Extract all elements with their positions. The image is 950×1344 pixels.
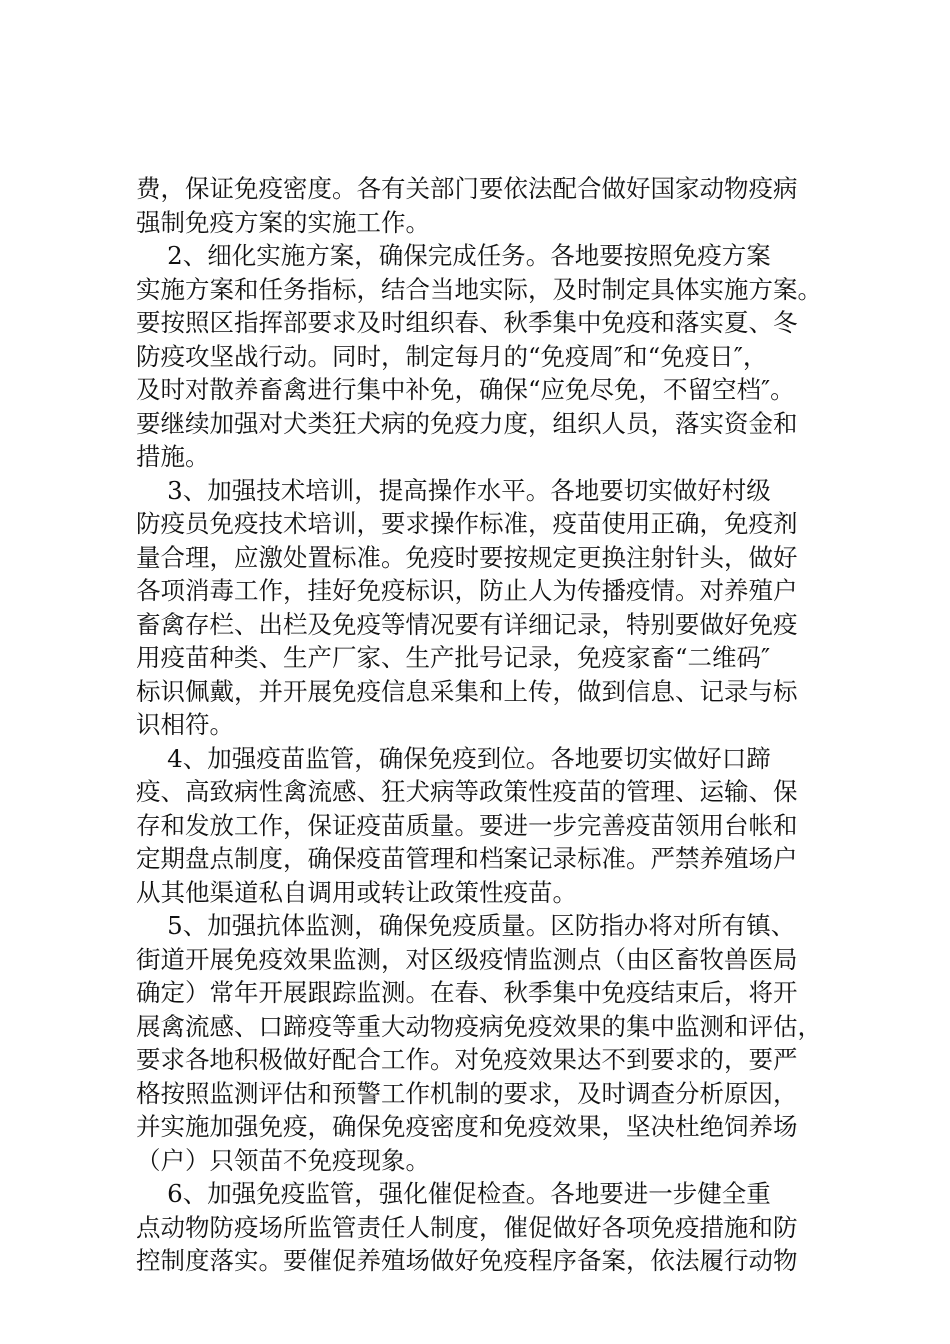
text-line: 6、加强免疫监管，强化催促检查。各地要进一步健全重: [136, 1179, 771, 1208]
text-line: 畜禽存栏、出栏及免疫等情况要有详细记录，特别要做好免疫: [136, 609, 798, 639]
text-line: 实施方案和任务指标，结合当地实际，及时制定具体实施方案。: [136, 274, 822, 304]
text-line: 标识佩戴，并开展免疫信息采集和上传，做到信息、记录与标: [136, 676, 798, 706]
text-line: 定期盘点制度，确保疫苗管理和档案记录标准。严禁养殖场户: [136, 844, 798, 873]
text-line: 防疫员免疫技术培训，要求操作标准，疫苗使用正确，免疫剂: [136, 509, 798, 538]
text-line: 3、加强技术培训，提高操作水平。各地要切实做好村级: [136, 475, 771, 505]
text-line: 强制免疫方案的实施工作。: [136, 207, 430, 237]
text-line: 2、细化实施方案，确保完成任务。各地要按照免疫方案: [136, 241, 771, 270]
text-line: 用疫苗种类、生产厂家、生产批号记录，免疫家畜“二维码″: [136, 643, 771, 672]
text-line: 防疫攻坚战行动。同时，制定每月的“免疫周″和“免疫日″，: [136, 341, 768, 371]
text-line: 量合理，应激处置标准。免疫时要按规定更换注射针头，做好: [136, 542, 798, 572]
text-line: 要求各地积极做好配合工作。对免疫效果达不到要求的，要严: [136, 1045, 798, 1074]
text-line: 点动物防疫场所监管责任人制度，催促做好各项免疫措施和防: [136, 1212, 798, 1242]
text-line: 控制度落实。要催促养殖场做好免疫程序备案，依法履行动物: [136, 1246, 798, 1275]
text-line: 措施。: [136, 442, 210, 471]
text-line: 要按照区指挥部要求及时组织春、秋季集中免疫和落实夏、冬: [136, 308, 798, 337]
text-line: 疫、高致病性禽流感、狂犬病等政策性疫苗的管理、运输、保: [136, 777, 798, 806]
text-line: 5、加强抗体监测，确保免疫质量。区防指办将对所有镇、: [136, 911, 796, 940]
text-line: 费，保证免疫密度。各有关部门要依法配合做好国家动物疫病: [136, 174, 798, 203]
text-line: 4、加强疫苗监管，确保免疫到位。各地要切实做好口蹄: [136, 743, 771, 773]
text-line: 各项消毒工作，挂好免疫标识，防止人为传播疫情。对养殖户: [136, 576, 798, 605]
text-line: 街道开展免疫效果监测，对区级疫情监测点（由区畜牧兽医局: [136, 944, 798, 974]
text-line: 展禽流感、口蹄疫等重大动物疫病免疫效果的集中监测和评估，: [136, 1011, 822, 1041]
text-line: 格按照监测评估和预警工作机制的要求，及时调查分析原因，: [136, 1078, 798, 1108]
text-line: 及时对散养畜禽进行集中补免，确保“应免尽免，不留空档″。: [136, 375, 795, 404]
text-line: 存和发放工作，保证疫苗质量。要进一步完善疫苗领用台帐和: [136, 810, 798, 840]
text-line: 并实施加强免疫，确保免疫密度和免疫效果，坚决杜绝饲养场: [136, 1112, 798, 1141]
text-line: 识相符。: [136, 710, 234, 739]
text-line: 从其他渠道私自调用或转让政策性疫苗。: [136, 877, 577, 907]
text-line: （户）只领苗不免疫现象。: [136, 1145, 430, 1175]
text-line: 确定）常年开展跟踪监测。在春、秋季集中免疫结束后，将开: [136, 978, 798, 1007]
text-line: 要继续加强对犬类狂犬病的免疫力度，组织人员，落实资金和: [136, 408, 798, 438]
document-body: [136, 172, 836, 1278]
